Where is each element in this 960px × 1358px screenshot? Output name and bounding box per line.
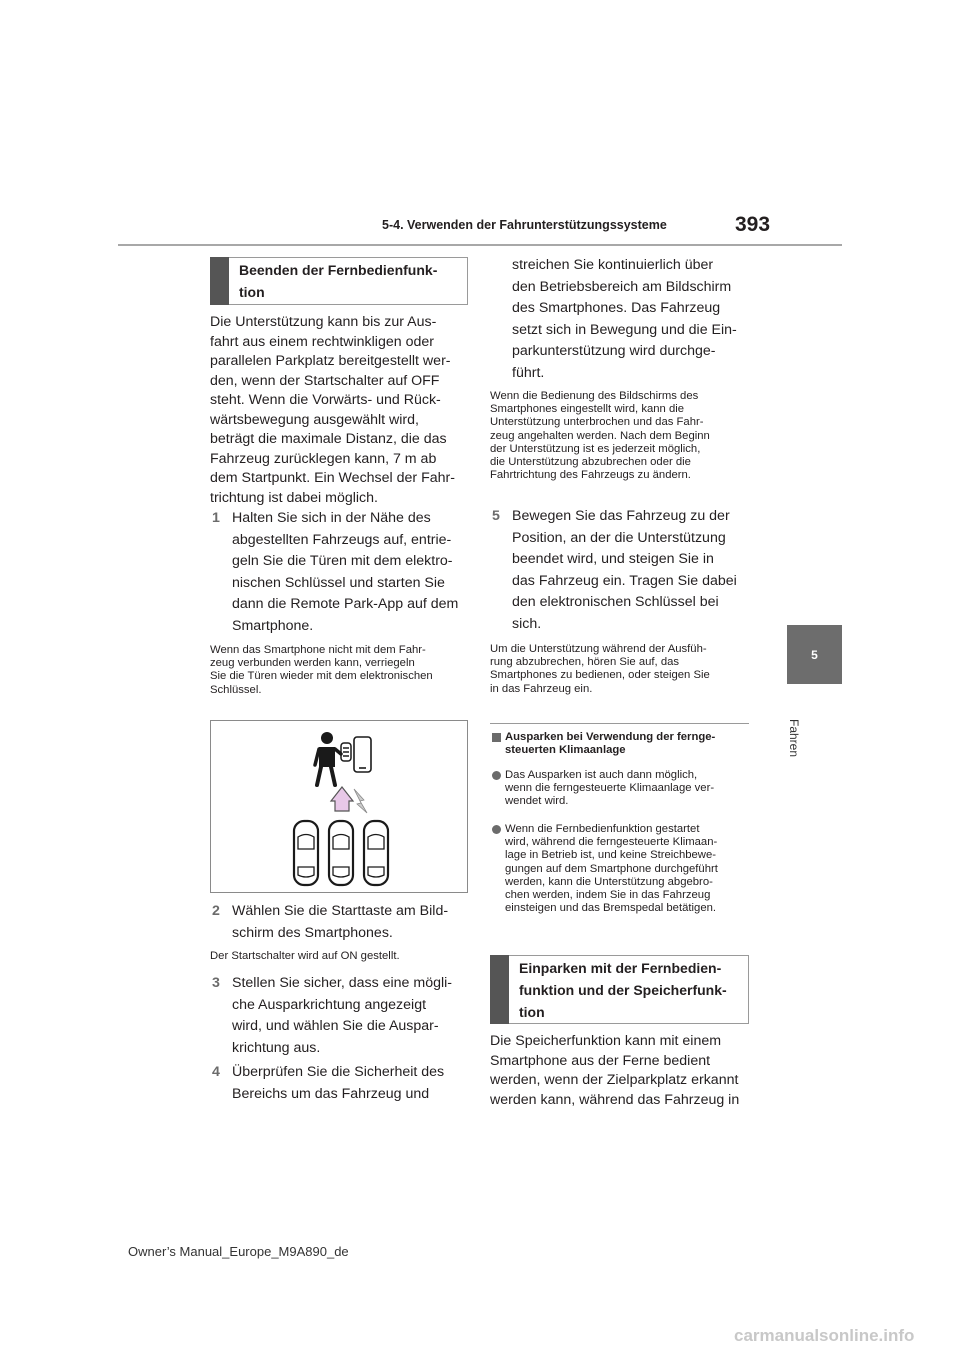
step-number: 5 (492, 508, 500, 524)
heading-bar (490, 955, 509, 1024)
step-number: 3 (212, 975, 220, 991)
car-right-icon (364, 821, 388, 885)
site-watermark: carmanualsonline.info (734, 1326, 915, 1345)
step-3: 3 Stellen Sie sicher, dass eine mögli- che Ausparkrichtung angezeigt wird, und wählen Sie die Auspar- krichtung aus. (212, 975, 453, 1056)
chapter-label (780, 716, 808, 760)
bullet-item: Wenn die Fernbedienfunktion gestartet wird, während die ferngesteuerte Klimaan- lage in Betrieb ist, und keine Streichbewe- gungen auf dem Smartphone durchgeführt werden, kann die Unterstützung abgebro- chen werden, indem Sie in das Fahrzeug einsteigen und das Bremspedal betätigen. (505, 823, 755, 915)
step-5-note: Um die Unterstützung während der Ausfüh- rung abzubrechen, hören Sie auf, das Smartphones zu bedienen, oder steigen Sie in das Fahrzeug ein. (490, 643, 710, 695)
step-number: 2 (212, 903, 220, 919)
step-4-note: Wenn die Bedienung des Bildschirms des Smartphones eingestellt wird, kann die Unterstützung unterbrochen und das Fahr- zeug angehalten werden. Nach dem Beginn der Unterstützung ist es jederzeit möglich, die Unterstützung abzubrechen oder die Fahrtrichtung des Fahrzeugs zu ändern. (490, 390, 710, 482)
section-divider (490, 723, 749, 724)
step-5: 5 Bewegen Sie das Fahrzeug zu der Position, an der die Unterstützung beendet wird, und steigen Sie in das Fahrzeug ein. Tragen Sie dabei den elektronischen Schlüssel bei sich. (492, 508, 737, 632)
heading-text: Einparken mit der Fernbedien- funktion und der Speicherfunk- tion (519, 959, 727, 1020)
square-bullet-icon (492, 733, 501, 742)
heading-text: Beenden der Fernbedienfunk- tion (239, 262, 438, 300)
signal-icon (354, 789, 367, 813)
step-1-note: Wenn das Smartphone nicht mit dem Fahr- zeug verbunden werden kann, verriegeln Sie die Türen wieder mit dem elektronischen Schlüssel. (210, 644, 433, 696)
heading-beenden (210, 257, 468, 305)
step-number: 1 (212, 510, 220, 526)
section-title: 5-4. Verwenden der Fahrunterstützungssysteme (382, 218, 667, 232)
step-4: 4 Überprüfen Sie die Sicherheit des Bereichs um das Fahrzeug und (212, 1064, 445, 1102)
heading-bar (210, 257, 229, 305)
header-divider (118, 244, 842, 246)
intro-paragraph: Die Unterstützung kann bis zur Aus- fahrt aus einem rechtwinkligen oder parallelen Parkplatz bereitgestellt wer- den, wenn der Startschalter auf OFF steht. Wenn die Vorwärts- und Rück- wärtsbewegung ausgewählt wird, beträgt die maximale Distanz, die das Fahrzeug zurücklegen kann, 7 m ab dem Startpunkt. Ein Wechsel der Fahr- trichtung ist dabei möglich. (210, 314, 455, 506)
manual-id: Owner’s Manual_Europe_M9A890_de (128, 1244, 349, 1259)
car-left-icon (294, 821, 318, 885)
heading-einparken (490, 955, 749, 1024)
parked-cars (294, 821, 388, 885)
bullet-item: Das Ausparken ist auch dann möglich, wenn die ferngesteuerte Klimaanlage ver- wendet wird. (505, 769, 755, 809)
chapter-tab: 5 (787, 625, 842, 684)
chapter-label-text: Fahren (787, 718, 801, 758)
page-number: 393 (735, 213, 771, 236)
remote-park-illustration (210, 720, 468, 893)
step-4-continued: streichen Sie kontinuierlich über den Betriebsbereich am Bildschirm des Smartphones. Das Fahrzeug setzt sich in Bewegung und die Ein- parkunterstützung wird durchge- führt. (512, 257, 737, 381)
smartphone-icon (354, 737, 371, 772)
arrow-up-icon (331, 787, 353, 811)
step-number: 4 (212, 1064, 220, 1080)
circle-bullet-icon (492, 825, 501, 834)
person-icon (315, 732, 341, 785)
closing-paragraph: Die Speicherfunktion kann mit einem Smartphone aus der Ferne bedient werden, wenn der Zielparkplatz erkannt werden kann, während das Fahrzeug in (490, 1033, 740, 1108)
car-center-icon (329, 821, 353, 885)
step-2: 2 Wählen Sie die Starttaste am Bild- schirm des Smartphones. (212, 903, 449, 941)
step-1: 1 Halten Sie sich in der Nähe des abgestellten Fahrzeugs auf, entrie- geln Sie die Türen mit dem elektro- nischen Schlüssel und starten Sie dann die Remote Park-App auf dem Smartphone. (212, 510, 459, 634)
circle-bullet-icon (492, 771, 501, 780)
subheading-klimaanlage: Ausparken bei Verwendung der fernge- steuerten Klimaanlage (505, 731, 755, 757)
step-2-note: Der Startschalter wird auf ON gestellt. (210, 950, 400, 962)
key-fob-icon (341, 743, 351, 761)
